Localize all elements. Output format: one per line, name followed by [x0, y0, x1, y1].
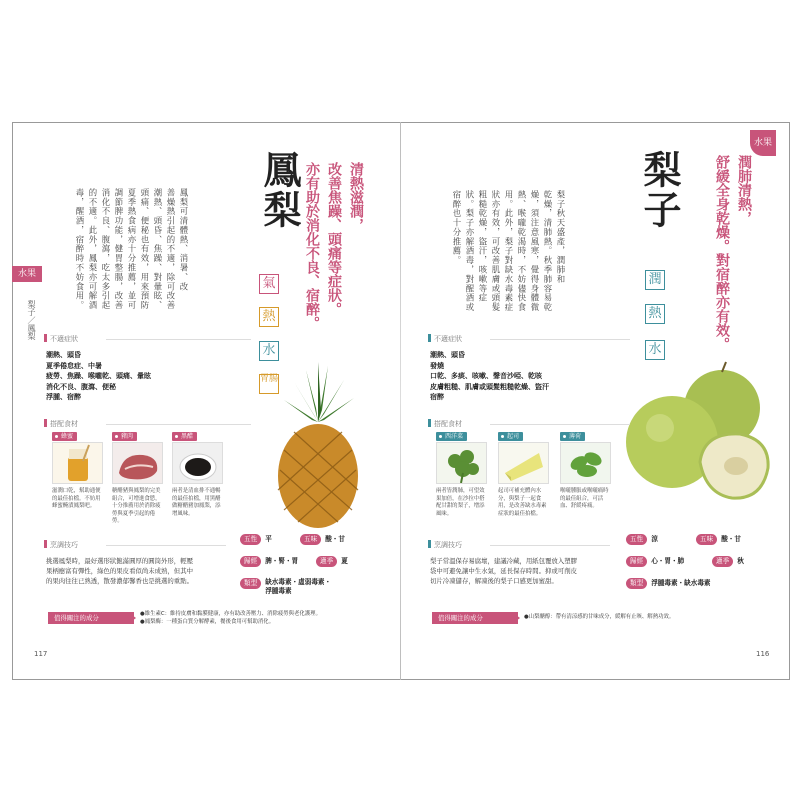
body-line: 狀。梨子亦解酒毒，對醒酒或 — [465, 190, 475, 313]
section-title: 不適症狀 — [50, 335, 78, 343]
body-line: 的不適。此外，鳳梨亦可解酒 — [88, 188, 98, 311]
tips-line: 切片冷凍儲存，解凍後的梨子口感更加蜜甜。 — [430, 577, 558, 585]
badge-qi: 氣 — [259, 274, 279, 294]
list-item: 夏季倦怠症、中暑 — [46, 361, 102, 370]
prop-value: 缺水毒素・虛弱毒素・ 浮腫毒素 — [265, 578, 332, 595]
badge-water: 水 — [645, 340, 665, 360]
section-bar — [44, 334, 47, 342]
section-rule — [490, 545, 610, 546]
body-line: 宿醉也十分推薦。 — [452, 190, 462, 266]
prop-key: 適季 — [712, 556, 733, 567]
section-title: 不適症狀 — [434, 335, 462, 343]
body-line: 燥，須注意風寒，覺得身體微 — [530, 190, 540, 313]
prop-key: 五味 — [696, 534, 717, 545]
prop-wuwei — [696, 534, 741, 545]
list-item: 宿醉 — [430, 393, 444, 401]
list-item: 消化不良、腹瀉、便秘 — [46, 382, 116, 391]
note-title: 值得關注的成分 — [432, 612, 518, 624]
prop-value: 秋 — [737, 557, 744, 565]
cheese-image — [498, 442, 549, 484]
headline-line-1: 潤肺清熱， — [736, 155, 752, 225]
section-rule — [106, 424, 251, 425]
section-rule — [106, 339, 251, 340]
pairing-header — [428, 419, 638, 430]
section-bar — [428, 540, 431, 548]
body-line: 狀亦有效，可改善肌膚或頭髮 — [491, 190, 501, 313]
side-tab-fruit: 水果 — [12, 266, 42, 282]
list-item: 皮膚粗糙、肌膚或頭髮粗糙乾燥、盜汗 — [430, 382, 549, 391]
prop-wuxing — [626, 534, 658, 545]
vinegar-image — [172, 442, 223, 484]
body-line: 善燥熱引起的不適，除可改善 — [166, 188, 176, 311]
prop-guijing — [626, 556, 684, 567]
note-text — [524, 614, 764, 622]
pineapple-image — [266, 360, 370, 530]
body-line: 乾燥，清肺熱。秋季肺容易乾 — [543, 190, 553, 313]
pork-image — [112, 442, 163, 484]
tips-header — [428, 540, 618, 551]
ingredient-desc: 滋潤口乾，幫助通便的最佳拍檔。不妨用蜂蜜醃漬鳳梨吧。 — [52, 488, 101, 510]
badge-heat: 熱 — [259, 307, 279, 327]
list-item: 疲勞、焦躁、喉嚨乾、頭痛、暈眩 — [46, 372, 151, 380]
body-text — [450, 190, 567, 320]
prop-value: 脾・腎・胃 — [265, 557, 299, 565]
note-text — [140, 611, 380, 626]
ingredient-desc: 喉嚨腫脹或喉嚨痛時的最佳組合，可活血、舒緩疼痛。 — [560, 488, 609, 510]
ingredient-label: 薄荷 — [560, 432, 585, 441]
section-title: 烹調技巧 — [50, 541, 78, 549]
list-item: 口乾、多痰、咳嗽、聲音沙啞、乾咳 — [430, 372, 542, 380]
prop-key: 類型 — [626, 578, 647, 589]
badge-heat: 熱 — [645, 304, 665, 324]
note-line: ●鳳梨酶：一種蛋白質分解酵素，餐後食用可幫助消化。 — [140, 618, 275, 625]
pairing-header — [44, 419, 254, 430]
list-item: 發燒 — [430, 361, 444, 370]
ingredient-label: 豬肉 — [112, 432, 137, 441]
section-rule — [490, 424, 630, 425]
ingredient-label: 起司 — [498, 432, 523, 441]
section-bar — [44, 540, 47, 548]
ingredient-desc: 糖醋豬與鳳梨的完美組合，可增進食慾，十分推薦用於消除疲勞與夏季引起的倦勞。 — [112, 488, 161, 525]
symptoms-list — [46, 350, 151, 403]
honey-jar — [68, 457, 88, 481]
body-line: 熱、喉嚨乾渴時，不妨儘快食 — [517, 190, 527, 313]
body-line: 鳳梨可清體熱、消暑、改 — [179, 188, 189, 292]
tips-text — [46, 556, 242, 586]
body-line: 夏季熱食病亦十分推薦，並可 — [127, 188, 137, 311]
honey-image — [52, 442, 103, 484]
ingredient-desc: 起司可補充體內水分，與梨子一起食用，是改善缺水毒素症狀的最佳拍檔。 — [498, 488, 547, 517]
body-line: 頭痛、便秘也有效，用來預防 — [140, 188, 150, 311]
book-gutter — [400, 122, 401, 680]
page-number-right: 116 — [756, 650, 770, 658]
body-line: 消化不良、腹瀉，吃太多引起 — [101, 188, 111, 311]
body-line: 調節脾功能，健胃整腸，改善 — [114, 188, 124, 311]
headline-line-2: 改善焦躁、頭痛等症狀。 — [326, 162, 342, 316]
cheese-wedge — [505, 453, 543, 481]
prop-type — [240, 578, 331, 600]
prop-value: 平 — [265, 535, 272, 543]
tips-line: 袋中可避免讓中生水氣，延長保存時間。抑或可削皮 — [430, 567, 577, 575]
headline-line-2: 舒緩全身乾燥。對宿醉亦有效。 — [714, 155, 730, 351]
mint-image — [560, 442, 611, 484]
pear-image — [622, 360, 772, 505]
prop-wuxing — [240, 534, 272, 545]
watercress-image — [436, 442, 487, 484]
pineapple-crown — [284, 362, 354, 422]
body-line: 梨子秋天盛產，潤肺和 — [556, 190, 566, 284]
prop-value: 酸・甘 — [325, 535, 345, 543]
prop-key: 五性 — [240, 534, 261, 545]
prop-type — [626, 578, 711, 589]
prop-value: 酸・甘 — [721, 535, 741, 543]
tips-line: 挑選鳳梨時，最好選形狀飽滿圓厚的圓筒外形，輕壓 — [46, 557, 193, 565]
ingredient-label: 西洋菜 — [436, 432, 467, 441]
side-label: 梨子／鳳梨 — [27, 300, 36, 340]
section-title: 搭配食材 — [434, 420, 462, 428]
section-title: 搭配食材 — [50, 420, 78, 428]
pineapple-body — [278, 424, 358, 528]
body-text — [73, 188, 190, 318]
section-rule — [490, 339, 630, 340]
prop-key: 歸經 — [626, 556, 647, 567]
body-line: 粗糙乾燥，盜汗，咳嗽等症 — [478, 190, 488, 303]
ingredient-label: 黑醋 — [172, 432, 197, 441]
note-arrow — [512, 612, 520, 624]
body-line: 用。此外，梨子對缺水毒素症 — [504, 190, 514, 313]
note-line: ●山梨醣醇：帶有清涼感的甘味成分，緩解有止咳、解熱功效。 — [524, 614, 675, 620]
prop-guijing — [240, 556, 298, 567]
headline-line-3: 亦有助於消化不良、宿醉。 — [304, 162, 320, 330]
tips-line: 梨子常溫保存易腐壞，建議冷藏，用紙包覆放入塑膠 — [430, 557, 577, 565]
prop-key: 五味 — [300, 534, 321, 545]
headline — [704, 155, 754, 355]
body-line: 潮熱、頭昏、焦躁、對暈眩、 — [153, 188, 163, 311]
list-item: 潮熱、頭昏 — [46, 351, 81, 359]
ingredient-desc: 兩者皆潤肺，可望效果加倍，在沙拉中搭配甘甜的梨子，增添風味。 — [436, 488, 485, 517]
prop-key: 五性 — [626, 534, 647, 545]
prop-key: 歸經 — [240, 556, 261, 567]
prop-season — [316, 556, 348, 567]
page-title: 鳳梨 — [257, 150, 302, 230]
tips-header — [44, 540, 234, 551]
top-tab-fruit: 水果 — [750, 130, 776, 156]
body-line: 毒，醒酒，宿醉時不妨食用。 — [75, 188, 85, 311]
prop-key: 適季 — [316, 556, 337, 567]
symptoms-list — [430, 350, 549, 403]
section-bar — [44, 419, 47, 427]
prop-season — [712, 556, 744, 567]
note-title: 值得關注的成分 — [48, 612, 134, 624]
section-bar — [428, 334, 431, 342]
prop-wuwei — [300, 534, 345, 545]
symptoms-header — [428, 334, 638, 345]
tips-line: 果柄應富有彈性，綠色的果皮看似尚未成熟，但其中 — [46, 567, 193, 575]
prop-value: 涼 — [651, 535, 658, 543]
headline — [296, 162, 366, 342]
headline-line-1: 清熱滋潤， — [348, 162, 364, 232]
ingredient-label: 蜂蜜 — [52, 432, 77, 441]
badge-stomach: 胃腸 — [259, 374, 279, 394]
note-arrow — [128, 612, 136, 624]
list-item: 潮熱、頭昏 — [430, 351, 465, 359]
ingredient-desc: 兩者是清血排不通暢的最佳拍檔，用黑醋做糖醋豬加鳳梨，添增風味。 — [172, 488, 221, 517]
prop-value: 浮腫毒素・缺水毒素 — [651, 579, 711, 587]
page-title: 梨子 — [637, 150, 682, 230]
note-line: ●維生素C：維持皮膚和黏膜健康，亦有助改善壓力、消除疲勞與老化護理。 — [140, 611, 321, 617]
vinegar-dish — [185, 458, 211, 476]
list-item: 浮腫、宿醉 — [46, 393, 81, 401]
prop-value: 心・胃・肺 — [651, 557, 685, 565]
prop-value: 夏 — [341, 557, 348, 565]
page-number-left: 117 — [34, 650, 48, 658]
symptoms-header — [44, 334, 254, 345]
badge-water: 水 — [259, 341, 279, 361]
tips-text — [430, 556, 626, 586]
tips-line: 的果肉往往已熟透，散發濃郁馨香也是挑選的重點。 — [46, 577, 193, 585]
section-bar — [428, 419, 431, 427]
section-title: 烹調技巧 — [434, 541, 462, 549]
prop-key: 類型 — [240, 578, 261, 589]
badge-moist: 潤 — [645, 270, 665, 290]
section-rule — [106, 545, 226, 546]
